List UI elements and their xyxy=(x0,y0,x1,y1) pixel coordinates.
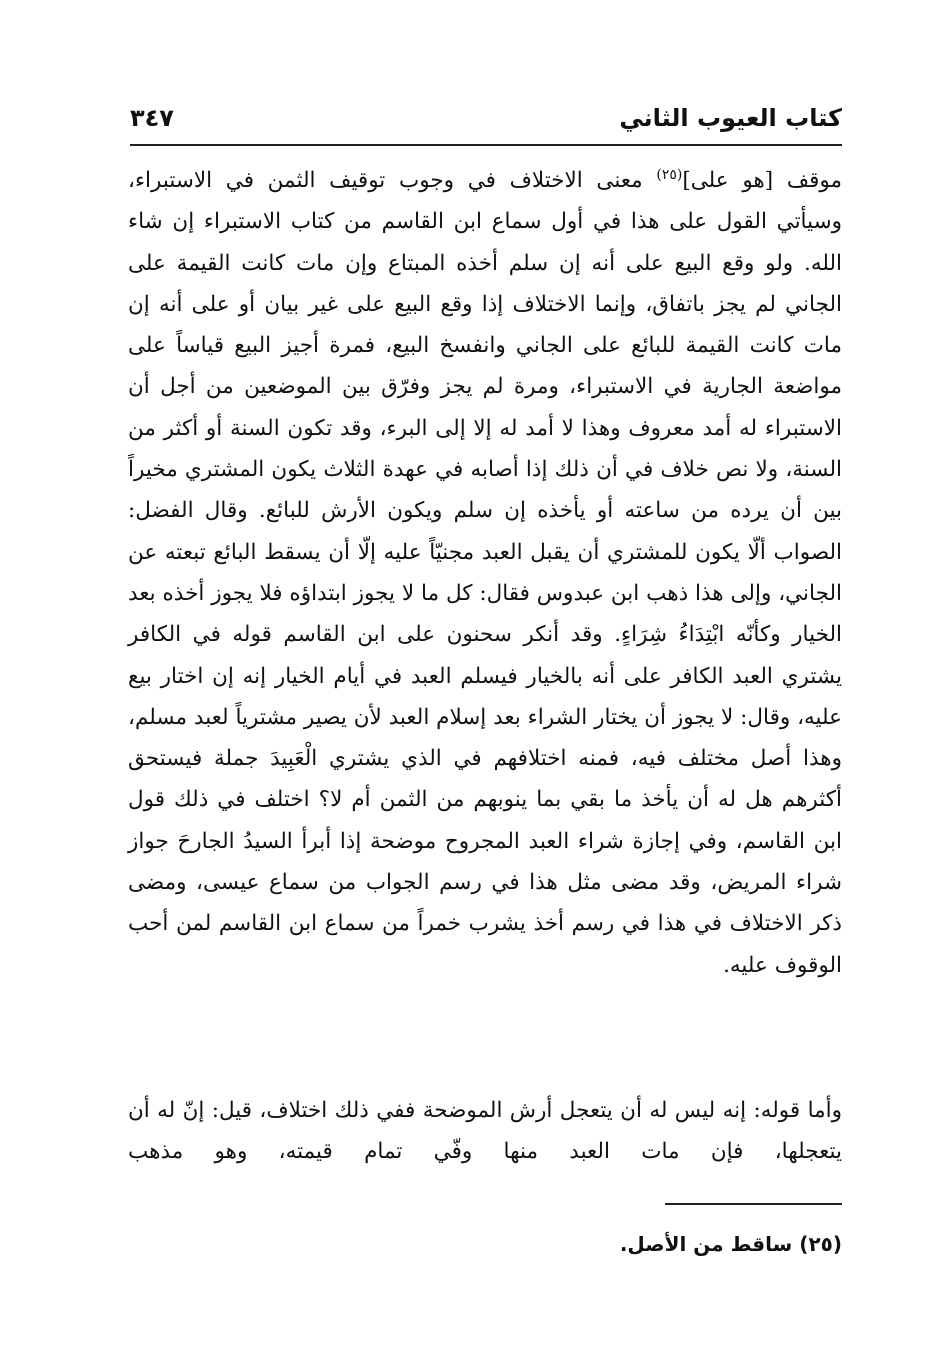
paragraph-1-opening: موقف [هو على] xyxy=(682,168,842,193)
main-text xyxy=(128,160,842,986)
running-head xyxy=(130,100,842,144)
page-number: ٣٤٧ xyxy=(130,104,174,132)
footnote-25: (٢٥) ساقط من الأصل. xyxy=(619,1232,842,1256)
paragraph-1-text: معنى الاختلاف في وجوب توقيف الثمن في الاستبراء، وسيأتي القول على هذا في أول سماع ابن القاسم من كتاب الاستبراء إن شاء الله. ولو وقع البيع على أنه إن سلم أخذه المبتاع وإن مات كانت القيمة على الجاني لم يجز باتفاق، وإنما الاختلاف إذا وقع البيع على غير بيان أو على أنه إن مات كانت القيمة للبائع على الجاني وانفسخ البيع، فمرة أجيز البيع قياساً على مواضعة الجارية في الاستبراء، ومرة لم يجز وفرّق بين الموضعين من أجل أن الاستبراء له أمد معروف وهذا لا أمد له إلا إلى البرء، وقد تكون السنة أو أكثر من السنة، ولا نص خلاف في أن ذلك إذا أصابه في عهدة الثلاث يكون المشتري مخيراً بين أن يرده من ساعته أو يأخذه إن سلم ويكون الأرش للبائع. وقال الفضل: الصواب ألّا يكون للمشتري أن يقبل العبد مجنيّاً عليه إلّا أن يسقط البائع تبعته عن الجاني، وإلى هذا ذهب ابن عبدوس فقال: كل ما لا يجوز ابتداؤه فلا يجوز أخذه بعد الخيار وكأنّه ابْتِدَاءُ شِرَاءٍ. وقد أنكر سحنون على ابن القاسم قوله في الكافر يشتري العبد الكافر على أنه بالخيار فيسلم العبد في أيام الخيار إنه إن اختار بيع عليه، وقال: لا يجوز أن يختار الشراء بعد إسلام العبد لأن يصير مشترياً لعبد مسلم، وهذا أصل مختلف فيه، فمنه اختلافهم في الذي يشتري الْعَبِيدَ جملة فيستحق أكثرهم هل له أن يأخذ ما بقي بما ينوبهم من الثمن أم لا؟ اختلف في ذلك قول ابن القاسم، وفي إجازة شراء العبد المجروح موضحة إذا أبرأ السيدُ الجارحَ جواز شراء المريض، وقد مضى مثل هذا في رسم الجواب من سماع عيسى، ومضى ذكر الاختلاف في هذا في رسم أخذ يشرب خمراً من سماع ابن القاسم لمن أحب الوقوف عليه. xyxy=(128,168,842,978)
paragraph-2: وأما قوله: إنه ليس له أن يتعجل أرش الموضحة ففي ذلك اختلاف، قيل: إنّ له أن يتعجلها، فإن مات العبد منها وفّي تمام قيمته، وهو مذهب xyxy=(128,1098,842,1165)
header-divider xyxy=(130,144,842,146)
footnote-reference: (٢٥) xyxy=(656,166,683,183)
running-title: كتاب العيوب الثاني xyxy=(619,104,842,132)
paragraph-1 xyxy=(128,160,842,986)
footnote-divider xyxy=(665,1203,842,1205)
